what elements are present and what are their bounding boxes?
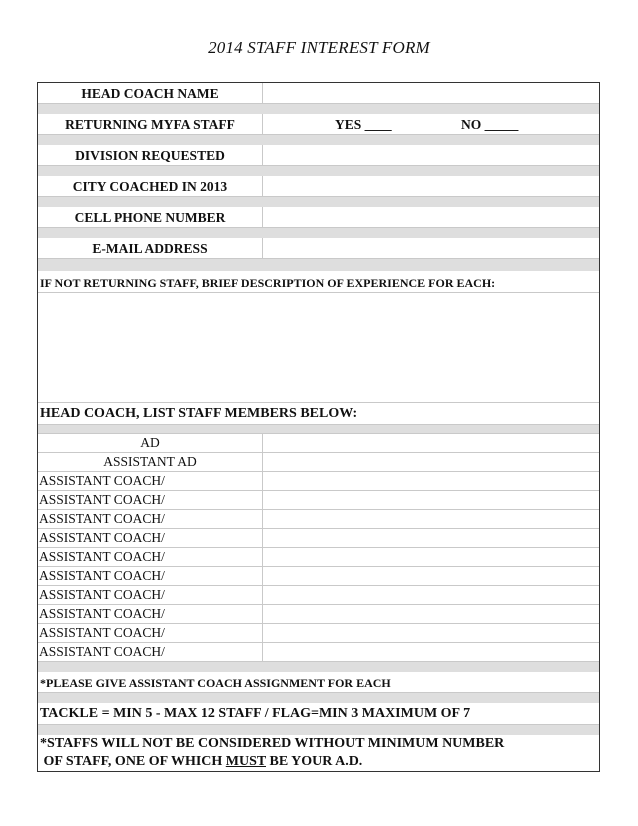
field-row-city xyxy=(38,176,599,197)
staff-row xyxy=(38,605,599,624)
staff-row xyxy=(38,472,599,491)
staff-heading-row xyxy=(38,403,599,425)
staff-row xyxy=(38,643,599,662)
staff-row xyxy=(38,453,599,472)
field-label: HEAD COACH NAME xyxy=(81,86,219,101)
staff-name-field[interactable] xyxy=(263,586,599,604)
staff-row xyxy=(38,434,599,453)
field-row-returning xyxy=(38,114,599,135)
staff-row xyxy=(38,624,599,643)
staff-role-label: AD xyxy=(140,435,160,450)
staff-name-field[interactable] xyxy=(263,605,599,623)
staff-name-field[interactable] xyxy=(263,624,599,642)
field-label: E-MAIL ADDRESS xyxy=(92,241,208,256)
experience-textarea[interactable] xyxy=(38,293,599,403)
staff-row xyxy=(38,586,599,605)
staff-role-label: ASSISTANT AD xyxy=(103,454,197,469)
yes-option[interactable]: YES ____ xyxy=(335,117,392,132)
experience-prompt-row xyxy=(38,271,599,293)
staff-role-label: ASSISTANT COACH/ xyxy=(39,549,165,564)
form-title: 2014 STAFF INTEREST FORM xyxy=(208,38,430,57)
staff-limits-note: TACKLE = MIN 5 - MAX 12 STAFF / FLAG=MIN 3 MAXIMUM OF 7 xyxy=(40,706,471,721)
staff-role-label: ASSISTANT COACH/ xyxy=(39,568,165,583)
field-row-email xyxy=(38,238,599,259)
staff-role-label: ASSISTANT COACH/ xyxy=(39,644,165,659)
staff-role-label: ASSISTANT COACH/ xyxy=(39,492,165,507)
staff-role-label: ASSISTANT COACH/ xyxy=(39,473,165,488)
staff-row xyxy=(38,567,599,586)
note2-row xyxy=(38,703,599,725)
staff-row xyxy=(38,529,599,548)
no-option[interactable]: NO _____ xyxy=(461,117,519,132)
staff-name-field[interactable] xyxy=(263,529,599,547)
staff-name-field[interactable] xyxy=(263,643,599,661)
staff-name-field[interactable] xyxy=(263,510,599,528)
staff-role-label: ASSISTANT COACH/ xyxy=(39,587,165,602)
staff-row xyxy=(38,491,599,510)
field-label: DIVISION REQUESTED xyxy=(75,148,225,163)
staff-role-label: ASSISTANT COACH/ xyxy=(39,625,165,640)
staff-interest-form xyxy=(37,82,600,772)
staff-name-field[interactable] xyxy=(263,567,599,585)
staff-row xyxy=(38,548,599,567)
experience-prompt: IF NOT RETURNING STAFF, BRIEF DESCRIPTION OF EXPERIENCE FOR EACH: xyxy=(40,276,496,290)
minimum-note-line2: OF STAFF, ONE OF WHICH MUST BE YOUR A.D. xyxy=(40,754,363,769)
staff-heading: HEAD COACH, LIST STAFF MEMBERS BELOW: xyxy=(40,406,358,421)
field-row-head-coach xyxy=(38,83,599,104)
field-label: RETURNING MYFA STAFF xyxy=(65,117,235,132)
staff-name-field[interactable] xyxy=(263,491,599,509)
field-label: CELL PHONE NUMBER xyxy=(74,210,226,225)
assignment-note: *PLEASE GIVE ASSISTANT COACH ASSIGNMENT FOR EACH xyxy=(40,676,391,690)
staff-role-label: ASSISTANT COACH/ xyxy=(39,511,165,526)
field-row-phone xyxy=(38,207,599,228)
minimum-note xyxy=(38,735,599,771)
staff-name-field[interactable] xyxy=(263,472,599,490)
staff-name-field[interactable] xyxy=(263,453,599,471)
staff-name-field[interactable] xyxy=(263,434,599,452)
staff-row xyxy=(38,510,599,529)
staff-name-field[interactable] xyxy=(263,548,599,566)
staff-role-label: ASSISTANT COACH/ xyxy=(39,606,165,621)
field-label: CITY COACHED IN 2013 xyxy=(72,179,228,194)
field-row-division xyxy=(38,145,599,166)
must-underlined: MUST xyxy=(225,754,266,769)
minimum-note-line1: *STAFFS WILL NOT BE CONSIDERED WITHOUT MINIMUM NUMBER xyxy=(40,736,505,751)
note1-row xyxy=(38,672,599,693)
staff-role-label: ASSISTANT COACH/ xyxy=(39,530,165,545)
